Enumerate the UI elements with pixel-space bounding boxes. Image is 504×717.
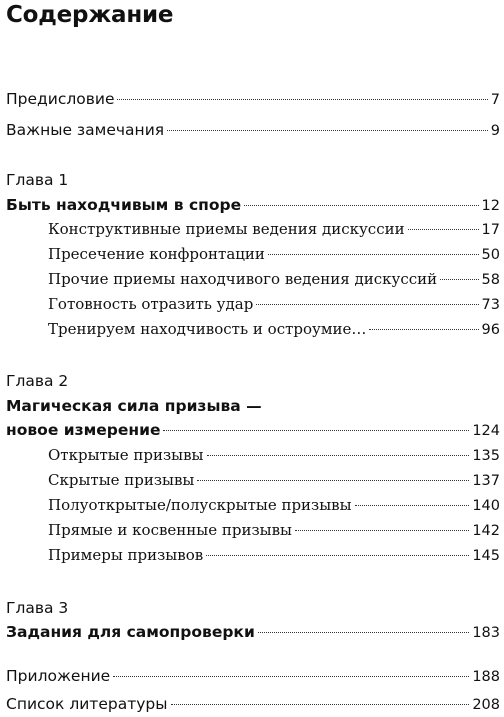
- leader-dots: [244, 205, 478, 206]
- section-page: 142: [472, 523, 500, 539]
- chapter-title: Быть находчивым в споре: [6, 196, 242, 214]
- toc-entry-preface[interactable]: [6, 89, 500, 110]
- section-title: Тренируем находчивость и остроумие…: [48, 320, 367, 338]
- leader-dots: [207, 455, 470, 456]
- section-page: 145: [472, 548, 500, 564]
- leader-dots: [167, 130, 488, 131]
- section-page: 58: [481, 272, 500, 288]
- toc-chapter-2[interactable]: [6, 420, 500, 441]
- toc-section[interactable]: [48, 495, 500, 516]
- leader-dots: [258, 632, 470, 633]
- toc-entry-title: Важные замечания: [6, 121, 165, 139]
- toc-section[interactable]: [48, 520, 500, 541]
- leader-dots: [369, 329, 478, 330]
- toc-entry-page: 9: [490, 123, 500, 139]
- section-title: Пресечение конфронтации: [48, 245, 265, 263]
- toc-entry-notes[interactable]: [6, 120, 500, 141]
- section-title: Прямые и косвенные призывы: [48, 521, 292, 539]
- leader-dots: [295, 530, 469, 531]
- section-title: Примеры призывов: [48, 546, 204, 564]
- section-page: 140: [472, 498, 500, 514]
- toc-section[interactable]: [48, 470, 500, 491]
- toc-chapter-3[interactable]: [6, 622, 500, 643]
- toc-entry-title: Приложение: [6, 667, 111, 685]
- section-title: Открытые призывы: [48, 446, 204, 464]
- toc-entry-title: Предисловие: [6, 90, 115, 108]
- chapter-title: новое измерение: [6, 421, 161, 439]
- toc-section[interactable]: [48, 319, 500, 340]
- toc-chapter-1[interactable]: [6, 195, 500, 216]
- section-page: 96: [481, 322, 500, 338]
- toc-section[interactable]: [48, 269, 500, 290]
- leader-dots: [355, 505, 470, 506]
- section-page: 73: [481, 297, 500, 313]
- toc-entry-bibliography[interactable]: [6, 694, 500, 715]
- chapter-title-line: Магическая сила призыва —: [6, 397, 262, 415]
- chapter-label: Глава 1: [6, 171, 69, 189]
- leader-dots: [206, 555, 469, 556]
- leader-dots: [197, 480, 469, 481]
- section-page: 137: [472, 473, 500, 489]
- section-page: 50: [481, 247, 500, 263]
- chapter-title: Задания для самопроверки: [6, 623, 255, 641]
- leader-dots: [268, 254, 479, 255]
- section-title: Прочие приемы находчивого ведения дискуссий: [48, 270, 438, 288]
- toc-section[interactable]: [48, 219, 500, 240]
- leader-dots: [117, 99, 487, 100]
- toc-entry-page: 7: [490, 92, 500, 108]
- toc-section[interactable]: [48, 294, 500, 315]
- chapter-label: Глава 2: [6, 372, 69, 390]
- leader-dots: [440, 279, 478, 280]
- toc-section[interactable]: [48, 445, 500, 466]
- section-page: 17: [481, 222, 500, 238]
- chapter-page: 183: [472, 625, 500, 641]
- toc-section[interactable]: [48, 244, 500, 265]
- leader-dots: [171, 704, 470, 705]
- section-title: Конструктивные приемы ведения дискуссии: [48, 220, 405, 238]
- section-page: 135: [472, 448, 500, 464]
- chapter-page: 12: [481, 198, 500, 214]
- toc-entry-page: 188: [472, 669, 500, 685]
- chapter-page: 124: [472, 423, 500, 439]
- leader-dots: [113, 676, 469, 677]
- toc-section[interactable]: [48, 545, 500, 566]
- page-title: Содержание: [6, 2, 174, 28]
- section-title: Полуоткрытые/полускрытые призывы: [48, 496, 352, 514]
- toc-entry-page: 208: [472, 697, 500, 713]
- section-title: Готовность отразить удар: [48, 295, 254, 313]
- toc-entry-appendix[interactable]: [6, 666, 500, 687]
- leader-dots: [256, 304, 478, 305]
- section-title: Скрытые призывы: [48, 471, 195, 489]
- leader-dots: [163, 430, 469, 431]
- toc-entry-title: Список литературы: [6, 695, 168, 713]
- chapter-label: Глава 3: [6, 599, 69, 617]
- leader-dots: [408, 229, 479, 230]
